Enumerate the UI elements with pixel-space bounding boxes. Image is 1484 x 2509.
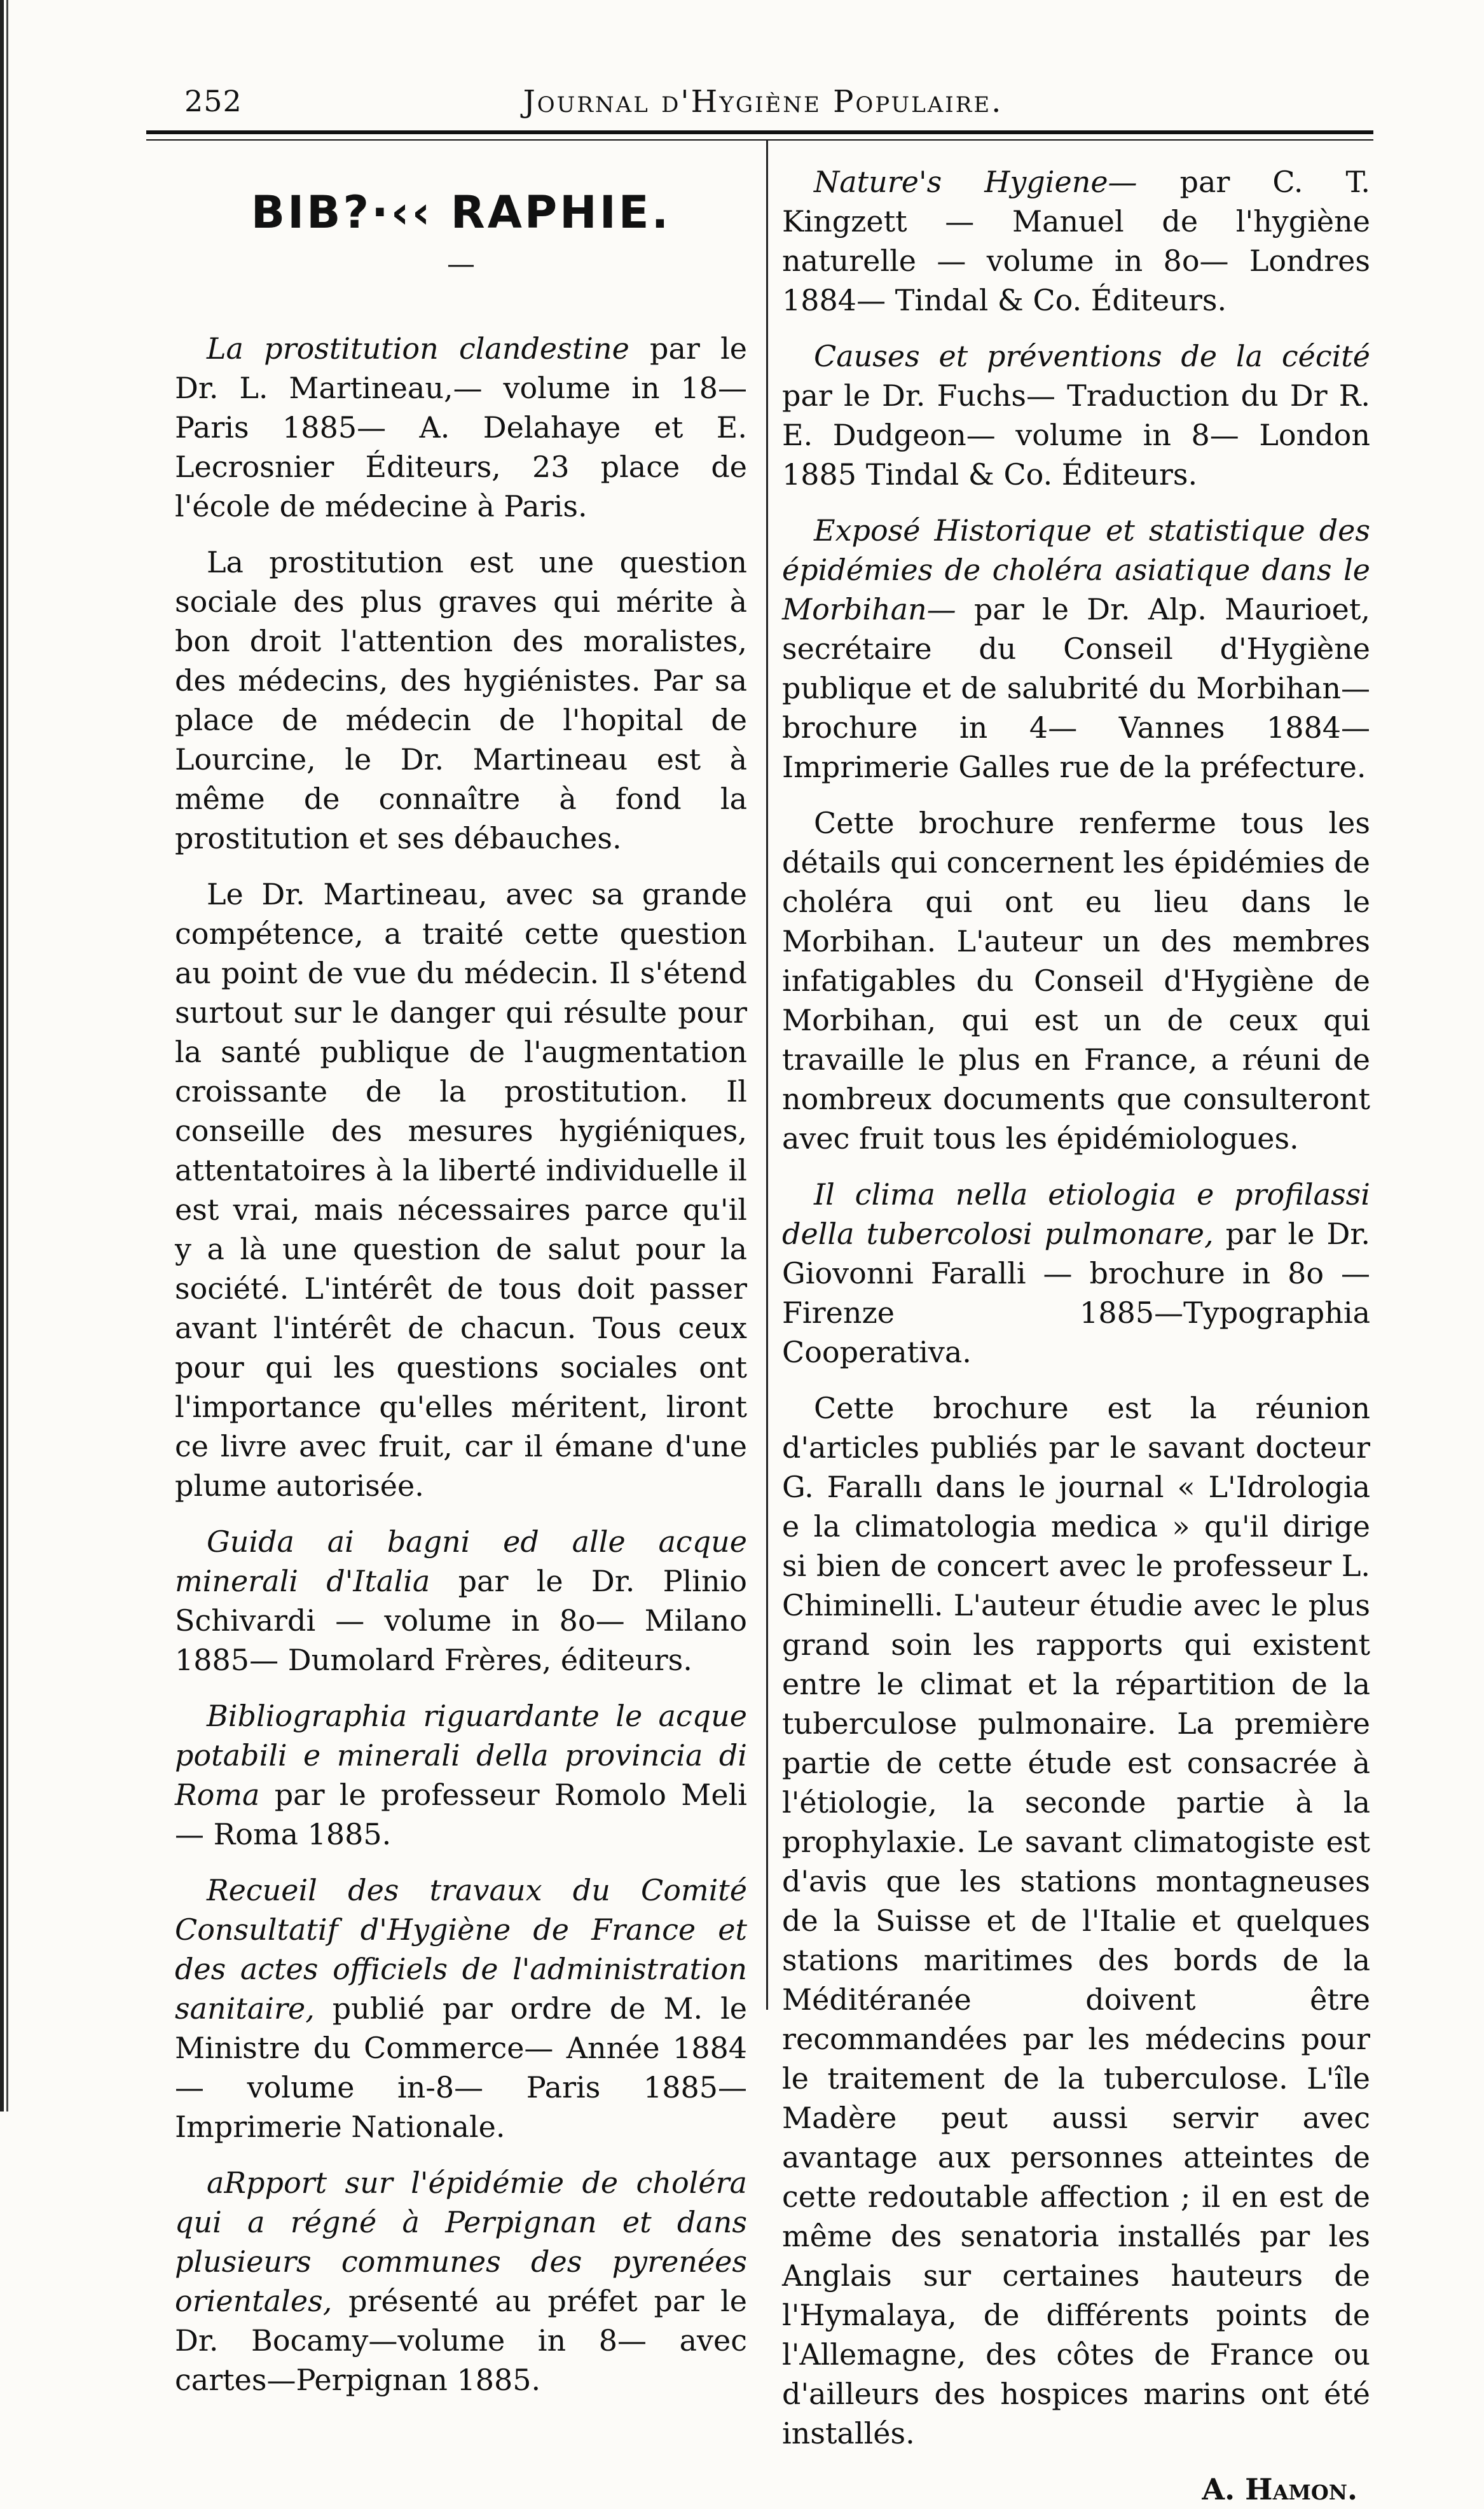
author-signature: A. Hamon. bbox=[1202, 2472, 1357, 2506]
bibliography-entry bbox=[175, 1696, 747, 1854]
entry-title: Exposé Historique et statistique des épidémies de choléra asiatique dans le Morbihan— bbox=[782, 513, 1370, 626]
entry-title: La prostitution clandestine bbox=[207, 331, 629, 366]
review-paragraph: Le Dr. Martineau, avec sa grande compétence, a traité cette question au point de vue du médecin. Il s'étend surtout sur le danger qui résulte pour la santé publique de l'augmentation croissante de la prostitution. Il conseille des mesures hygiéniques, attentatoires à la liberté individuelle il est vrai, mais nécessaires parce qu'il y a là une question de salut pour la société. L'intérêt de tous doit passer avant l'intérêt de chacun. Tous ceux pour qui les questions sociales ont l'importance qu'elles méritent, liront ce livre avec fruit, car il émane d'une plume autorisée. bbox=[175, 877, 747, 1503]
page-header bbox=[184, 76, 1342, 134]
entry-details: par le Dr. L. Martineau,— volume in 18— Paris 1885— A. Delahaye et E. Lecrosnier Éditeurs, 23 place de l'école de médecine à Paris. bbox=[175, 331, 748, 523]
entry-title: aRpport sur l'épidémie de choléra qui a régné à Perpignan et dans plusieurs communes des pyrenées orientales, bbox=[175, 2166, 747, 2318]
review-paragraph: Cette brochure est la réunion d'articles publiés par le savant docteur G. Farallı dans le journal « L'Idrologia e la climatologia medica » qu'il dirige si bien de concert avec le professeur L. Chiminelli. L'auteur étudie avec le plus grand soin les rapports qui existent entre le climat et la répartition de la tuberculose pulmonaire. La première partie de cette étude est consacrée à l'étiologie, la seconde partie à la prophylaxie. Le savant climatogiste est d'avis que les stations montagneuses de la Suisse et de l'Italie et quelques stations maritimes des bords de la Méditéranée doivent être recommandées par les médecins pour le traitement de la tuberculose. L'île Madère peut aussi servir avec avantage aux personnes atteintes de cette redoutable affection ; il en est de même des senatoria installés par les Anglais sur certaines hauteurs de l'Hymalaya, de différents points de l'Allemagne, des côtes de France ou d'ailleurs des hospices marins ont été installés. bbox=[782, 1391, 1370, 2450]
entry-details: par le Dr. Fuchs— Traduction du Dr R. E. Dudgeon— volume in 8— London 1885 Tindal & Co. Éditeurs. bbox=[782, 378, 1370, 492]
review-paragraph: La prostitution est une question sociale des plus graves qui mérite à bon droit l'attention des moralistes, des médecins, des hygiénistes. Par sa place de médecin de l'hopital de Lourcine, le Dr. Martineau est à même de connaître à fond la prostitution et ses débauches. bbox=[175, 545, 747, 855]
running-title: Journal d'Hygiène Populaire. bbox=[523, 84, 1003, 120]
entry-details: par le Dr. Plinio Schivardi — volume in 8o— Milano 1885— Dumolard Frères, éditeurs. bbox=[175, 1564, 747, 1677]
entry-details: par le professeur Romolo Meli— Roma 1885. bbox=[175, 1778, 747, 1851]
page-number: 252 bbox=[184, 84, 242, 118]
entry-details: publié par ordre de M. le Ministre du Commerce— Année 1884— volume in-8— Paris 1885— Imprimerie Nationale. bbox=[175, 1991, 747, 2144]
review-paragraph: Cette brochure renferme tous les détails qui concernent les épidémies de choléra qui ont eu lieu dans le Morbihan. L'auteur un des membres infatigables du Conseil d'Hygiène de Morbihan, qui est un de ceux qui travaille le plus en France, a réuni de nombreux documents que consulteront avec fruit tous les épidémiologues. bbox=[782, 806, 1370, 1156]
page-binding-edge bbox=[0, 0, 14, 2112]
entry-details: par le Dr. Giovonni Faralli — brochure in 8o — Firenze 1885—Typographia Cooperativa. bbox=[782, 1217, 1370, 1369]
entry-title: Recueil des travaux du Comité Consultatif d'Hygiène de France et des actes officiels de l'administration sanitaire, bbox=[175, 1873, 747, 2026]
entry-details: par le Dr. Alp. Maurioet, secrétaire du Conseil d'Hygiène publique et de salubrité du Morbihan— brochure in 4— Vannes 1884— Imprimerie Galles rue de la préfecture. bbox=[782, 592, 1371, 784]
bibliography-entry bbox=[175, 1870, 747, 2146]
right-column bbox=[782, 162, 1370, 2509]
bibliography-entry bbox=[175, 2163, 747, 2400]
header-rule bbox=[146, 130, 1373, 141]
entry-details: par C. T. Kingzett — Manuel de l'hygiène naturelle — volume in 8o— Londres 1884— Tindal & Co. Éditeurs. bbox=[782, 165, 1371, 317]
bibliography-entry bbox=[782, 162, 1370, 320]
entry-title: Guida ai bagni ed alle acque minerali d'Italia bbox=[175, 1524, 747, 1598]
title-dash: — bbox=[447, 248, 475, 280]
left-column bbox=[175, 162, 747, 2416]
bibliography-entry bbox=[782, 1175, 1370, 1372]
entry-details: présenté au préfet par le Dr. Bocamy—volume in 8— avec cartes—Perpignan 1885. bbox=[175, 2284, 748, 2397]
column-divider bbox=[766, 140, 768, 2010]
bibliography-entry bbox=[175, 329, 747, 526]
bibliography-entry bbox=[175, 1522, 747, 1680]
section-title: BIB?·‹‹ RAPHIE. bbox=[251, 186, 671, 238]
entry-title: Nature's Hygiene— bbox=[814, 165, 1137, 199]
entry-title: Causes et préventions de la cécité bbox=[814, 339, 1370, 373]
entry-title: Bibliographia riguardante le acque potabili e minerali della provincia di Roma bbox=[175, 1699, 747, 1812]
entry-title: Il clima nella etiologia e profilassi della tubercolosi pulmonare, bbox=[782, 1177, 1370, 1251]
bibliography-entry bbox=[782, 336, 1370, 494]
bibliography-entry bbox=[782, 511, 1370, 787]
